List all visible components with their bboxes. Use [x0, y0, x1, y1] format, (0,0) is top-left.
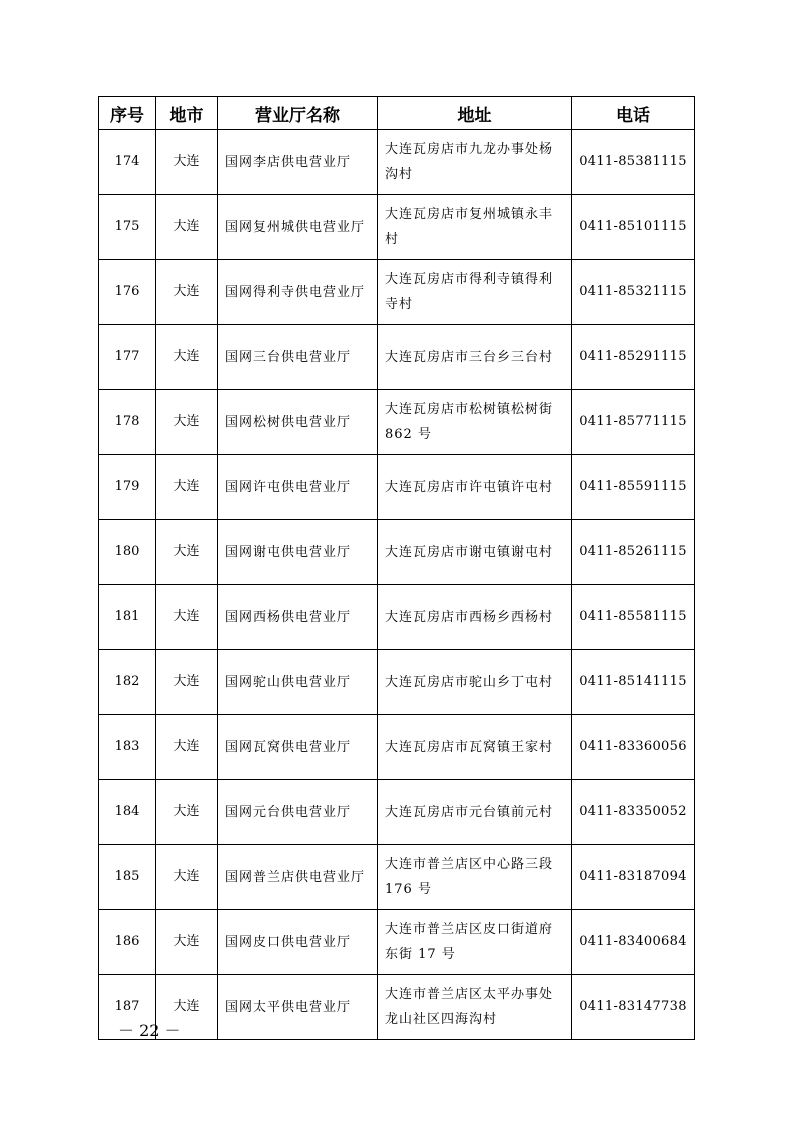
table-row	[99, 260, 695, 325]
cell-name: 国网普兰店供电营业厅	[218, 845, 378, 910]
cell-city: 大连	[156, 585, 218, 650]
cell-no: 177	[99, 325, 156, 390]
cell-name: 国网瓦窝供电营业厅	[218, 715, 378, 780]
cell-phone: 0411-83360056	[572, 715, 695, 780]
cell-city: 大连	[156, 780, 218, 845]
cell-phone: 0411-85591115	[572, 455, 695, 520]
cell-no: 176	[99, 260, 156, 325]
cell-phone: 0411-85141115	[572, 650, 695, 715]
cell-city: 大连	[156, 130, 218, 195]
cell-name: 国网复州城供电营业厅	[218, 195, 378, 260]
cell-no: 185	[99, 845, 156, 910]
cell-city: 大连	[156, 650, 218, 715]
cell-address: 大连瓦房店市复州城镇永丰村	[378, 195, 572, 260]
table-row	[99, 195, 695, 260]
cell-city: 大连	[156, 455, 218, 520]
cell-address: 大连瓦房店市西杨乡西杨村	[378, 585, 572, 650]
table-row	[99, 845, 695, 910]
header-phone: 电话	[572, 97, 695, 130]
cell-city: 大连	[156, 195, 218, 260]
cell-phone: 0411-85101115	[572, 195, 695, 260]
cell-name: 国网许屯供电营业厅	[218, 455, 378, 520]
cell-address: 大连瓦房店市元台镇前元村	[378, 780, 572, 845]
cell-name: 国网驼山供电营业厅	[218, 650, 378, 715]
cell-address: 大连瓦房店市松树镇松树街 862 号	[378, 390, 572, 455]
cell-phone: 0411-83350052	[572, 780, 695, 845]
cell-name: 国网三台供电营业厅	[218, 325, 378, 390]
cell-no: 179	[99, 455, 156, 520]
table-body	[99, 130, 695, 1040]
table-row	[99, 325, 695, 390]
cell-city: 大连	[156, 910, 218, 975]
cell-phone: 0411-85771115	[572, 390, 695, 455]
cell-address: 大连市普兰店区太平办事处龙山社区四海沟村	[378, 975, 572, 1040]
cell-name: 国网李店供电营业厅	[218, 130, 378, 195]
cell-phone: 0411-85581115	[572, 585, 695, 650]
table-header	[99, 97, 695, 130]
document-page	[98, 96, 694, 1040]
cell-no: 180	[99, 520, 156, 585]
table-row	[99, 910, 695, 975]
table-row	[99, 390, 695, 455]
cell-name: 国网元台供电营业厅	[218, 780, 378, 845]
cell-name: 国网松树供电营业厅	[218, 390, 378, 455]
header-city: 地市	[156, 97, 218, 130]
cell-city: 大连	[156, 975, 218, 1040]
cell-address: 大连市普兰店区皮口街道府东街 17 号	[378, 910, 572, 975]
cell-phone: 0411-85321115	[572, 260, 695, 325]
table-row	[99, 130, 695, 195]
table-row	[99, 975, 695, 1040]
cell-phone: 0411-85261115	[572, 520, 695, 585]
cell-name: 国网皮口供电营业厅	[218, 910, 378, 975]
cell-city: 大连	[156, 260, 218, 325]
cell-no: 183	[99, 715, 156, 780]
cell-name: 国网西杨供电营业厅	[218, 585, 378, 650]
cell-no: 175	[99, 195, 156, 260]
cell-no: 187	[99, 975, 156, 1040]
cell-address: 大连瓦房店市许屯镇许屯村	[378, 455, 572, 520]
cell-address: 大连瓦房店市瓦窝镇王家村	[378, 715, 572, 780]
cell-no: 184	[99, 780, 156, 845]
table-row	[99, 715, 695, 780]
cell-phone: 0411-83400684	[572, 910, 695, 975]
header-address: 地址	[378, 97, 572, 130]
cell-no: 186	[99, 910, 156, 975]
cell-city: 大连	[156, 715, 218, 780]
cell-phone: 0411-85291115	[572, 325, 695, 390]
cell-no: 174	[99, 130, 156, 195]
cell-no: 178	[99, 390, 156, 455]
cell-phone: 0411-83187094	[572, 845, 695, 910]
service-hall-table	[98, 96, 695, 1040]
table-row	[99, 650, 695, 715]
cell-name: 国网太平供电营业厅	[218, 975, 378, 1040]
cell-no: 181	[99, 585, 156, 650]
table-row	[99, 455, 695, 520]
cell-address: 大连市普兰店区中心路三段 176 号	[378, 845, 572, 910]
cell-address: 大连瓦房店市三台乡三台村	[378, 325, 572, 390]
cell-address: 大连瓦房店市九龙办事处杨沟村	[378, 130, 572, 195]
page-number: － 22 －	[118, 1021, 181, 1040]
cell-phone: 0411-83147738	[572, 975, 695, 1040]
cell-name: 国网谢屯供电营业厅	[218, 520, 378, 585]
cell-phone: 0411-85381115	[572, 130, 695, 195]
cell-no: 182	[99, 650, 156, 715]
cell-city: 大连	[156, 390, 218, 455]
cell-city: 大连	[156, 325, 218, 390]
cell-city: 大连	[156, 520, 218, 585]
cell-city: 大连	[156, 845, 218, 910]
cell-address: 大连瓦房店市得利寺镇得利寺村	[378, 260, 572, 325]
cell-address: 大连瓦房店市驼山乡丁屯村	[378, 650, 572, 715]
header-name: 营业厅名称	[218, 97, 378, 130]
table-row	[99, 520, 695, 585]
table-row	[99, 585, 695, 650]
cell-name: 国网得利寺供电营业厅	[218, 260, 378, 325]
header-no: 序号	[99, 97, 156, 130]
cell-address: 大连瓦房店市谢屯镇谢屯村	[378, 520, 572, 585]
header-row	[99, 97, 695, 130]
table-row	[99, 780, 695, 845]
